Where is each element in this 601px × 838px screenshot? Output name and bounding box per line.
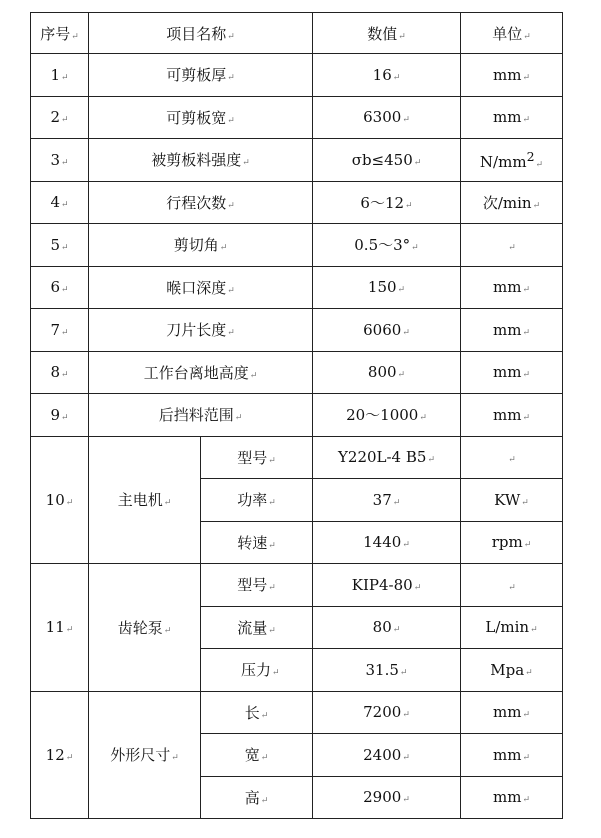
table-row <box>31 224 563 267</box>
unit-superscript: 2 <box>526 148 535 164</box>
cell-name: 后挡料范围↵ <box>89 394 313 437</box>
cell-value: 2400↵ <box>313 734 461 777</box>
cell-group-name: 外形尺寸↵ <box>89 691 201 819</box>
cell-group-name: 主电机↵ <box>89 436 201 564</box>
cell-unit: mm↵ <box>461 96 563 139</box>
table-row <box>31 691 563 734</box>
cell-seq: 9↵ <box>31 394 89 437</box>
cell-value: 20～1000↵ <box>313 394 461 437</box>
table-row <box>31 96 563 139</box>
cell-value: 37↵ <box>313 479 461 522</box>
cell-unit: rpm↵ <box>461 521 563 564</box>
header-value: 数值↵ <box>313 13 461 54</box>
cell-name: 剪切角↵ <box>89 224 313 267</box>
cell-unit: mm↵ <box>461 734 563 777</box>
cell-sub-name: 型号↵ <box>201 436 313 479</box>
cell-seq: 8↵ <box>31 351 89 394</box>
cell-seq: 12↵ <box>31 691 89 819</box>
cell-sub-name: 流量↵ <box>201 606 313 649</box>
cell-value: 16↵ <box>313 54 461 97</box>
table-row <box>31 351 563 394</box>
cell-seq: 7↵ <box>31 309 89 352</box>
cell-name: 可剪板厚↵ <box>89 54 313 97</box>
cell-value: 7200↵ <box>313 691 461 734</box>
cell-unit: mm↵ <box>461 309 563 352</box>
cell-value: KIP4-80↵ <box>313 564 461 607</box>
cell-seq: 11↵ <box>31 564 89 692</box>
cell-seq: 4↵ <box>31 181 89 224</box>
cell-name: 可剪板宽↵ <box>89 96 313 139</box>
cell-value: 0.5～3°↵ <box>313 224 461 267</box>
cell-sub-name: 型号↵ <box>201 564 313 607</box>
cell-sub-name: 宽↵ <box>201 734 313 777</box>
cell-unit: ↵ <box>461 564 563 607</box>
cell-group-name: 齿轮泵↵ <box>89 564 201 692</box>
cell-seq: 6↵ <box>31 266 89 309</box>
cell-sub-name: 压力↵ <box>201 649 313 692</box>
header-name: 项目名称↵ <box>89 13 313 54</box>
cell-value: 6～12↵ <box>313 181 461 224</box>
cell-unit: 次/min↵ <box>461 181 563 224</box>
cell-value: 150↵ <box>313 266 461 309</box>
cell-unit: mm↵ <box>461 691 563 734</box>
table-row <box>31 139 563 182</box>
cell-sub-name: 长↵ <box>201 691 313 734</box>
cell-value: 800↵ <box>313 351 461 394</box>
cell-seq: 1↵ <box>31 54 89 97</box>
cell-seq: 2↵ <box>31 96 89 139</box>
cell-seq: 10↵ <box>31 436 89 564</box>
cell-value: 2900↵ <box>313 776 461 819</box>
cell-unit: KW↵ <box>461 479 563 522</box>
cell-value: 1440↵ <box>313 521 461 564</box>
cell-name: 工作台离地高度↵ <box>89 351 313 394</box>
cell-unit: $N/mm^2↵$ <box>461 139 563 182</box>
cell-seq: 3↵ <box>31 139 89 182</box>
cell-value: 80↵ <box>313 606 461 649</box>
cell-value: 6060↵ <box>313 309 461 352</box>
cell-name: 行程次数↵ <box>89 181 313 224</box>
spec-table <box>30 12 563 819</box>
cell-unit: mm↵ <box>461 266 563 309</box>
cell-sub-name: 功率↵ <box>201 479 313 522</box>
cell-unit: Mpa↵ <box>461 649 563 692</box>
table-row <box>31 309 563 352</box>
cell-value: 31.5↵ <box>313 649 461 692</box>
cell-name: 刀片长度↵ <box>89 309 313 352</box>
header-seq: 序号↵ <box>31 13 89 54</box>
cell-unit: mm↵ <box>461 394 563 437</box>
table-row <box>31 266 563 309</box>
table-header-row <box>31 13 563 54</box>
cell-unit: L/min↵ <box>461 606 563 649</box>
table-row <box>31 436 563 479</box>
table-row <box>31 181 563 224</box>
cell-name: 被剪板料强度↵ <box>89 139 313 182</box>
cell-value: 6300↵ <box>313 96 461 139</box>
cell-unit: mm↵ <box>461 351 563 394</box>
cell-sub-name: 高↵ <box>201 776 313 819</box>
cell-seq: 5↵ <box>31 224 89 267</box>
table-row <box>31 54 563 97</box>
cell-unit: ↵ <box>461 436 563 479</box>
cell-value: Y220L-4 B5↵ <box>313 436 461 479</box>
cell-name: 喉口深度↵ <box>89 266 313 309</box>
cell-unit: mm↵ <box>461 776 563 819</box>
cell-unit: ↵ <box>461 224 563 267</box>
table-row <box>31 564 563 607</box>
cell-unit: mm↵ <box>461 54 563 97</box>
cell-sub-name: 转速↵ <box>201 521 313 564</box>
table-row <box>31 394 563 437</box>
spec-table-container <box>30 12 563 819</box>
header-unit: 单位↵ <box>461 13 563 54</box>
cell-value: σb≤450↵ <box>313 139 461 182</box>
